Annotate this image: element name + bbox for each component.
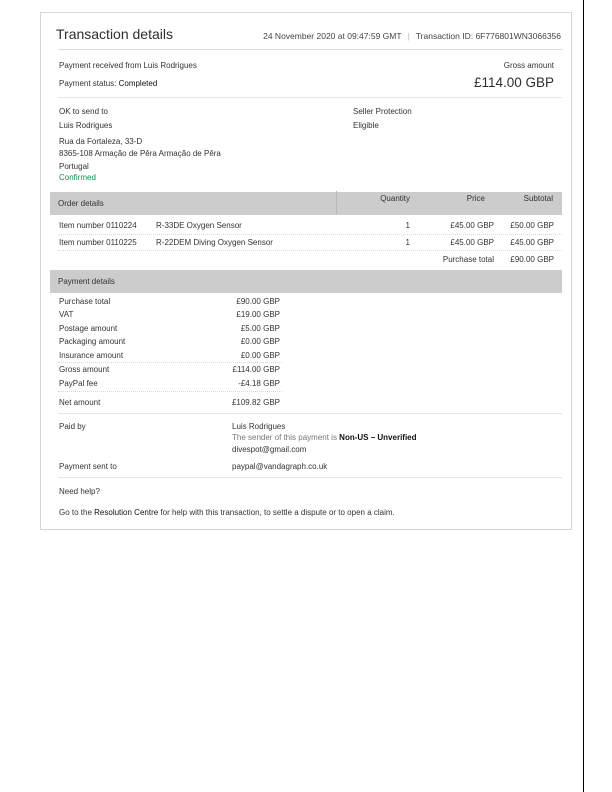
ship-country: Portugal	[59, 162, 89, 171]
pay-label-purchase-total: Purchase total	[59, 297, 111, 306]
item-number: Item number 0110225	[59, 238, 137, 247]
column-price: Price	[466, 194, 485, 203]
payment-status	[59, 79, 157, 88]
help-text-before: Go to the	[59, 508, 95, 517]
item-subtotal: £50.00 GBP	[510, 221, 554, 230]
order-details-title: Order details	[58, 199, 104, 208]
pay-label-fee: PayPal fee	[59, 379, 98, 388]
ship-street: Rua da Fortaleza, 33-D	[59, 137, 143, 146]
item-price: £45.00 GBP	[450, 238, 494, 247]
ok-to-send-label: OK to send to	[59, 107, 108, 116]
payer-name: Luis Rodrigues	[232, 422, 286, 431]
item-description: R-22DEM Diving Oxygen Sensor	[156, 238, 273, 247]
resolution-centre-link[interactable]: Resolution Centre	[94, 508, 159, 517]
seller-protection-value: Eligible	[353, 121, 379, 130]
page-title: Transaction details	[56, 26, 173, 42]
header-separator: |	[407, 31, 410, 41]
pay-value-postage: £5.00 GBP	[240, 324, 280, 333]
transaction-id: Transaction ID: 6F776801WN3066356	[415, 31, 561, 41]
ship-city: 8365-108 Armação de Pêra Armação de Pêra	[59, 149, 221, 158]
pay-value-insurance: £0.00 GBP	[240, 351, 280, 360]
sender-status: Non-US – Unverified	[339, 433, 417, 442]
item-subtotal: £45.00 GBP	[510, 238, 554, 247]
pay-value-packaging: £0.00 GBP	[240, 337, 280, 346]
payment-details-header	[50, 270, 562, 293]
pay-label-gross: Gross amount	[59, 365, 110, 374]
purchase-total-value: £90.00 GBP	[510, 255, 554, 264]
order-details-header	[50, 192, 562, 215]
pay-label-postage: Postage amount	[59, 324, 118, 333]
gross-amount-label: Gross amount	[503, 61, 554, 70]
page-edge-rule	[583, 0, 584, 792]
row-divider	[58, 250, 562, 251]
sender-verification	[232, 433, 417, 442]
seller-protection-label: Seller Protection	[353, 107, 412, 116]
paid-by-label: Paid by	[59, 422, 86, 431]
header-divider	[58, 49, 562, 50]
gross-amount-value: £114.00 GBP	[473, 75, 554, 90]
pay-label-packaging: Packaging amount	[59, 337, 126, 346]
payer-email: divespot@gmail.com	[232, 445, 307, 454]
sent-to-value: paypal@vandagraph.co.uk	[232, 462, 328, 471]
item-quantity: 1	[405, 221, 410, 230]
net-amount-label: Net amount	[59, 398, 101, 407]
pay-value-fee: -£4.18 GBP	[238, 379, 280, 388]
sent-to-divider	[58, 477, 562, 478]
item-number: Item number 0110224	[59, 221, 137, 230]
received-from: Payment received from Luis Rodrigues	[59, 61, 197, 70]
header-meta	[263, 31, 561, 41]
help-title: Need help?	[59, 487, 100, 496]
sender-note: The sender of this payment is	[232, 433, 340, 442]
item-price: £45.00 GBP	[450, 221, 494, 230]
order-header-divider	[336, 191, 337, 214]
payment-details-title: Payment details	[58, 277, 115, 286]
net-amount-value: £109.82 GBP	[231, 398, 280, 407]
purchase-total-label: Purchase total	[442, 255, 494, 264]
pay-value-vat: £19.00 GBP	[236, 310, 280, 319]
item-description: R-33DE Oxygen Sensor	[156, 221, 242, 230]
pay-label-vat: VAT	[59, 310, 74, 319]
subtotal-divider	[58, 362, 282, 363]
net-divider	[58, 413, 562, 414]
pay-value-purchase-total: £90.00 GBP	[236, 297, 280, 306]
column-subtotal: Subtotal	[523, 194, 553, 203]
column-quantity: Quantity	[380, 194, 410, 203]
pay-value-gross: £114.00 GBP	[232, 365, 280, 374]
transaction-date: 24 November 2020 at 09:47:59 GMT	[263, 31, 402, 41]
fee-divider	[58, 391, 282, 392]
ship-name: Luis Rodrigues	[59, 121, 113, 130]
help-text	[59, 508, 395, 517]
payment-status-label: Payment status:	[59, 79, 119, 88]
sent-to-label: Payment sent to	[59, 462, 117, 471]
help-text-after: for help with this transaction, to settle a dispute or to open a claim.	[158, 508, 395, 517]
summary-divider	[58, 97, 562, 98]
item-quantity: 1	[405, 238, 410, 247]
transaction-card	[40, 12, 572, 530]
row-divider	[58, 234, 562, 235]
payment-status-value: Completed	[118, 79, 158, 88]
address-status: Confirmed	[59, 173, 96, 182]
pay-label-insurance: Insurance amount	[59, 351, 124, 360]
